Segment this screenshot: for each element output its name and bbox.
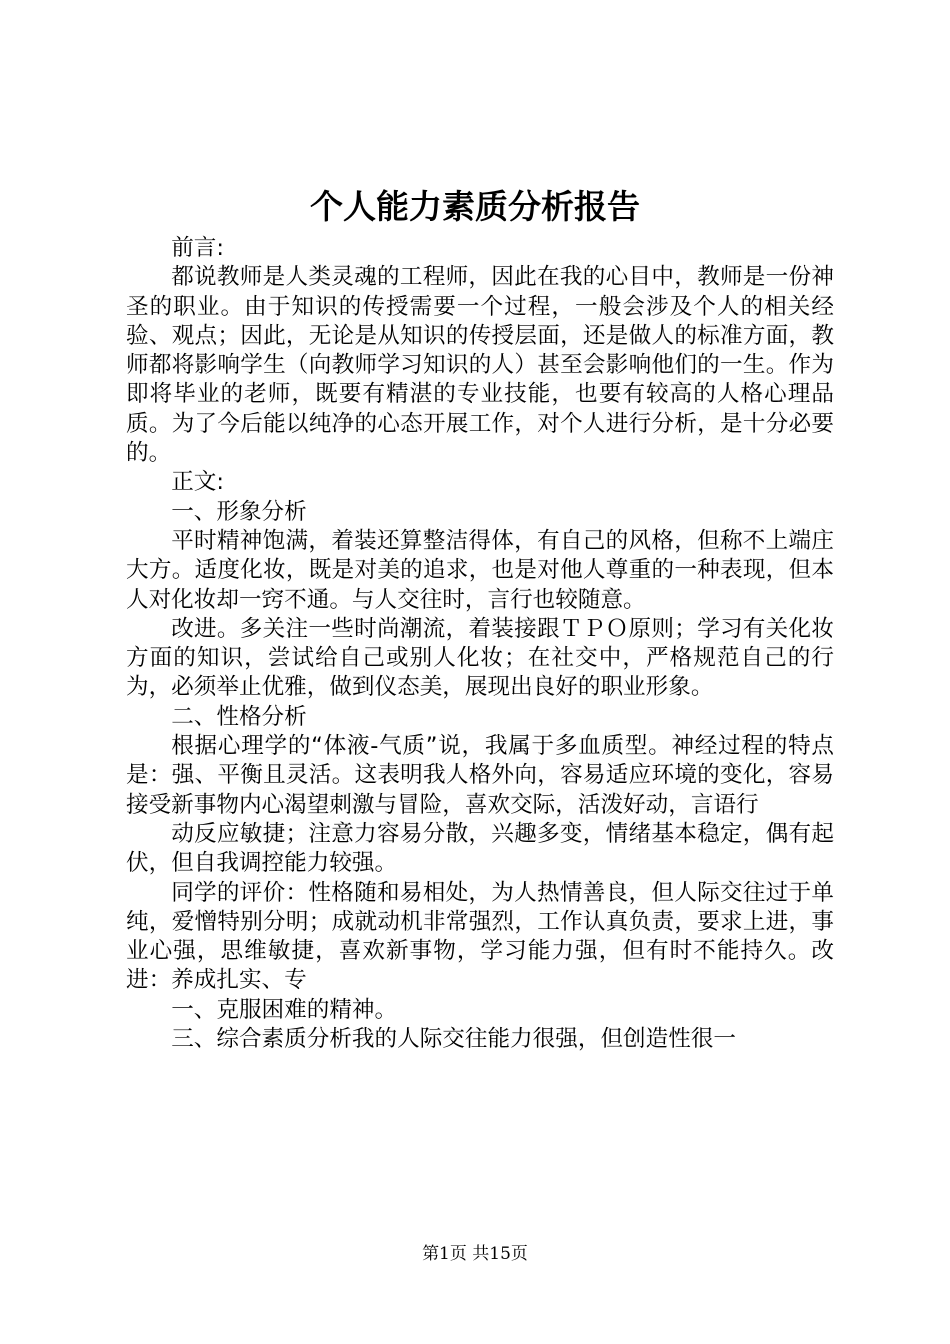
page-number-footer: 第1页 共15页	[422, 1244, 528, 1264]
paragraph-image-analysis: 平时精神饱满，着装还算整洁得体，有自己的风格，但称不上端庄大方。适度化妆，既是对美的追求，也是对他人尊重的一种表现，但本人对化妆却一窍不通。与人交往时，言行也较随意。	[126, 527, 834, 613]
paragraph-peer-evaluation: 同学的评价：性格随和易相处，为人热情善良，但人际交往过于单纯，爱憎特别分明；成就动机非常强烈，工作认真负责，要求上进，事业心强，思维敏捷，喜欢新事物，学习能力强，但有时不能持久。改进：养成扎实、专	[126, 879, 834, 994]
section-heading-personality: 二、性格分析	[171, 703, 307, 730]
paragraph-image-improvement: 改进。多关注一些时尚潮流，着装接跟ＴＰＯ原则；学习有关化妆方面的知识，尝试给自己或别人化妆；在社交中，严格规范自己的行为，必须举止优雅，做到仪态美，展现出良好的职业形象。	[126, 615, 834, 701]
section-heading-image: 一、形象分析	[171, 498, 307, 525]
paragraph-overall-quality: 三、综合素质分析我的人际交往能力很强，但创造性很一	[171, 1026, 737, 1053]
paragraph-main-heading: 正文:	[171, 469, 224, 496]
document-body	[126, 234, 834, 1054]
paragraph-preface-heading: 前言:	[171, 235, 224, 261]
document-title: 个人能力素质分析报告	[310, 187, 640, 226]
paragraph-personality-continued: 动反应敏捷；注意力容易分散，兴趣多变，情绪基本稳定，偶有起伏，但自我调控能力较强。	[126, 820, 834, 877]
paragraph-personality-analysis: 根据心理学的“体液-气质”说，我属于多血质型。神经过程的特点是：强、平衡且灵活。这表明我人格外向，容易适应环境的变化，容易接受新事物内心渴望刺激与冒险，喜欢交际，活泼好动，言语行	[126, 733, 834, 818]
paragraph-overcome-difficulty: 一、克服困难的精神。	[171, 996, 398, 1023]
paragraph-preface: 都说教师是人类灵魂的工程师，因此在我的心目中，教师是一份神圣的职业。由于知识的传授需要一个过程，一般会涉及个人的相关经验、观点；因此，无论是从知识的传授层面，还是做人的标准方面，教师都将影响学生（向教师学习知识的人）甚至会影响他们的一生。作为即将毕业的老师，既要有精湛的专业技能，也要有较高的人格心理品质。为了今后能以纯净的心态开展工作，对个人进行分析，是十分必要的。	[126, 264, 834, 467]
